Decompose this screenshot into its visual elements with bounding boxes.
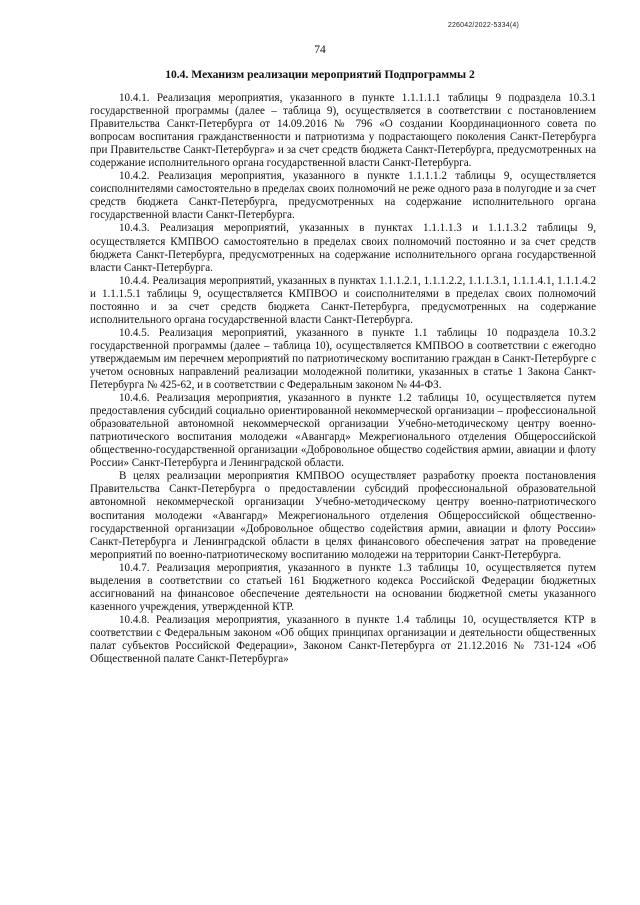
- paragraph-10-4-5: 10.4.5. Реализация мероприятий, указанного в пункте 1.1 таблицы 10 подраздела 10.3.2 государственной программы (далее – таблица 10), осуществляется КМПВОО в соответствии с ежегодно утверждаемым им перечнем мероприятий по патриотическому воспитанию граждан в Санкт-Петербурге с учетом основных направлений реализации молодежной политики, указанных в статье 1 Закона Санкт-Петербурга № 425-62, и в соответствии с Федеральным законом № 44-ФЗ.: [90, 326, 596, 392]
- paragraph-10-4-4: 10.4.4. Реализация мероприятий, указанных в пунктах 1.1.1.2.1, 1.1.1.2.2, 1.1.1.3.1, 1.1.1.4.1, 1.1.1.4.2 и 1.1.1.5.1 таблицы 9, осуществляется КМПВОО и соисполнителями в пределах своих полномочий постоянно и за счет средств бюджета Санкт-Петербурга, предусмотренных на содержание исполнительного органа государственной власти Санкт-Петербурга.: [90, 274, 596, 326]
- paragraph-10-4-3: 10.4.3. Реализация мероприятий, указанных в пунктах 1.1.1.1.3 и 1.1.1.3.2 таблицы 9, осуществляется КМПВОО самостоятельно в пределах своих полномочий постоянно и за счет средств бюджета Санкт-Петербурга, предусмотренных на содержание исполнительного органа государственной власти Санкт-Петербурга.: [90, 222, 596, 274]
- paragraph-10-4-6: 10.4.6. Реализация мероприятия, указанного в пункте 1.2 таблицы 10, осуществляется путем предоставления субсидий социально ориентированной некоммерческой организации – профессиональной образовательной автономной некоммерческой организации Учебно-методическому центру военно-патриотического воспитания молодежи «Авангард» Межрегионального отделения Общероссийской общественно-государственной организации «Добровольное общество содействия армии, авиации и флоту России» Санкт-Петербурга и Ленинградской области.: [90, 392, 596, 470]
- paragraph-10-4-7: 10.4.7. Реализация мероприятия, указанного в пункте 1.3 таблицы 10, осуществляется путем выделения в соответствии со статьей 161 Бюджетного кодекса Российской Федерации бюджетных ассигнований на финансовое обеспечение деятельности на основании бюджетной сметы указанного казенного учреждения, утвержденной КТР.: [90, 561, 596, 613]
- document-body: [90, 92, 596, 666]
- paragraph-10-4-1: 10.4.1. Реализация мероприятия, указанного в пункте 1.1.1.1.1 таблицы 9 подраздела 10.3.1 государственной программы (далее – таблица 9), осуществляется в соответствии с постановлением Правительства Санкт-Петербурга от 14.09.2016 № 796 «О создании Координационного совета по вопросам воспитания гражданственности и патриотизма у подрастающего поколения Санкт-Петербурга при Правительстве Санкт-Петербурга» и за счет средств бюджета Санкт-Петербурга, предусмотренных на содержание исполнительного органа государственной власти Санкт-Петербурга.: [90, 92, 596, 170]
- page-number: 74: [314, 44, 326, 56]
- paragraph-10-4-6-continued: В целях реализации мероприятия КМПВОО осуществляет разработку проекта постановления Правительства Санкт-Петербурга о предоставлении субсидий профессиональной образовательной автономной некоммерческой организации Учебно-методическому центру военно-патриотического воспитания молодежи «Авангард» Межрегионального отделения Общероссийской общественно-государственной организации «Добровольное общество содействия армии, авиации и флоту России» Санкт-Петербурга и Ленинградской области в целях финансового обеспечения затрат на проведение мероприятий по военно-патриотическому воспитанию молодежи на территории Санкт-Петербурга.: [90, 470, 596, 561]
- paragraph-10-4-8: 10.4.8. Реализация мероприятия, указанного в пункте 1.4 таблицы 10, осуществляется КТР в соответствии с Федеральным законом «Об общих принципах организации и деятельности общественных палат субъектов Российской Федерации», Законом Санкт-Петербурга от 21.12.2016 № 731-124 «Об Общественной палате Санкт-Петербурга»: [90, 613, 596, 666]
- paragraph-10-4-2: 10.4.2. Реализация мероприятия, указанного в пункте 1.1.1.1.2 таблицы 9, осуществляется соисполнителями самостоятельно в пределах своих полномочий не реже одного раза в полугодие и за счет средств бюджета Санкт-Петербурга, предусмотренных на содержание исполнительного органа государственной власти Санкт-Петербурга.: [90, 170, 596, 222]
- document-id: 226042/2022-5334(4): [447, 22, 519, 29]
- section-heading: 10.4. Механизм реализации мероприятий Подпрограммы 2: [165, 68, 475, 81]
